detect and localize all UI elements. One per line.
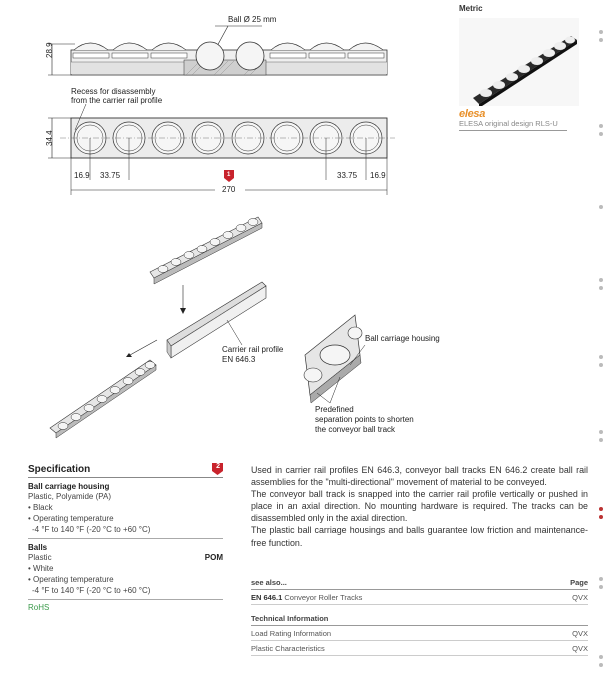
- see-also-page: QVX: [572, 593, 588, 602]
- dim-right-edge: 16.9: [370, 171, 386, 180]
- dim-left-edge: 16.9: [74, 171, 90, 180]
- divider: [28, 538, 223, 539]
- recess-note-line1: Recess for disassembly: [71, 87, 156, 96]
- page-marker-active[interactable]: [599, 507, 603, 511]
- exploded-view-drawing: [30, 200, 290, 440]
- technical-info-heading: Technical Information: [251, 614, 329, 623]
- page-marker-active[interactable]: [599, 515, 603, 519]
- page-column-heading: Page: [570, 578, 588, 587]
- see-also-link[interactable]: [251, 590, 588, 605]
- housing-color: • Black: [28, 503, 53, 512]
- page-marker[interactable]: [599, 655, 603, 659]
- housing-temp-label: • Operating temperature: [28, 514, 114, 523]
- technical-info-label: Plastic Characteristics: [251, 644, 325, 653]
- height-dimension-top: 34.4: [45, 130, 54, 146]
- technical-info-link[interactable]: [251, 626, 588, 641]
- specification-header: [28, 463, 223, 478]
- divider: [28, 599, 223, 600]
- balls-material: Plastic: [28, 553, 52, 562]
- page-marker[interactable]: [599, 438, 603, 442]
- page-marker[interactable]: [599, 132, 603, 136]
- elesa-logo: elesa: [459, 108, 486, 120]
- balls-temp-label: • Operating temperature: [28, 575, 114, 584]
- housing-section-drawing: [295, 305, 375, 405]
- separation-label-line3: the conveyor ball track: [315, 425, 396, 434]
- ball-track-upper: [150, 217, 262, 284]
- separation-label-line2: separation points to shorten: [315, 415, 414, 424]
- balls-heading: Balls: [28, 543, 48, 552]
- technical-info-page: QVX: [572, 644, 588, 653]
- page-marker[interactable]: [599, 38, 603, 42]
- technical-info-link[interactable]: [251, 641, 588, 656]
- divider: [459, 130, 567, 131]
- balls-material-row: [28, 552, 223, 563]
- page-marker[interactable]: [599, 585, 603, 589]
- marker-1-label: 1: [227, 172, 231, 178]
- page-marker[interactable]: [599, 30, 603, 34]
- description-paragraph: Used in carrier rail profiles EN 646.3, conveyor ball tracks EN 646.2 create ball rail assemblies for the "multi-directional" movement of material to be conveyed.: [251, 465, 588, 488]
- see-also-header: [251, 578, 588, 590]
- specification-title: Specification: [28, 464, 91, 475]
- page-marker[interactable]: [599, 278, 603, 282]
- description-paragraph: The conveyor ball track is snapped into the carrier rail profile vertically or pushed in place in an axial direction. No mounting hardware is required. The tracks can be disassembled only in the axial direction.: [251, 489, 588, 524]
- height-dimension-side: 28.9: [45, 42, 54, 58]
- page-marker[interactable]: [599, 205, 603, 209]
- ball: [236, 42, 264, 70]
- technical-info-header: [251, 614, 588, 626]
- carrier-rail-label-line1: Carrier rail profile: [222, 345, 284, 354]
- page-marker[interactable]: [599, 286, 603, 290]
- references-panel: [251, 578, 588, 656]
- balls-material-code: POM: [204, 553, 223, 562]
- product-caption: ELESA original design RLS-U: [459, 119, 558, 128]
- description-paragraph: The plastic ball carriage housings and balls guarantee low friction and maintenance-free function.: [251, 525, 588, 548]
- page-marker[interactable]: [599, 355, 603, 359]
- page-marker[interactable]: [599, 363, 603, 367]
- side-view-drawing: [0, 0, 420, 200]
- rohs-label: RoHS: [28, 603, 50, 612]
- carrier-rail-label-line2: EN 646.3: [222, 355, 256, 364]
- page-edge-markers: [597, 0, 605, 699]
- product-photo: [459, 18, 579, 106]
- see-also-heading: see also...: [251, 578, 287, 587]
- balls-color: • White: [28, 564, 54, 573]
- dim-right-pitch: 33.75: [337, 171, 358, 180]
- specification-panel: [28, 463, 223, 612]
- ball-diameter-label: Ball Ø 25 mm: [228, 15, 277, 24]
- page-marker[interactable]: [599, 430, 603, 434]
- page-marker[interactable]: [599, 663, 603, 667]
- badge-2-label: 2: [216, 463, 220, 470]
- technical-info-label: Load Rating Information: [251, 629, 332, 638]
- housing-label: Ball carriage housing: [365, 334, 440, 343]
- housing-heading: Ball carriage housing: [28, 482, 110, 491]
- housing-temp-value: -4 °F to 140 °F (-20 °C to +60 °C): [32, 525, 151, 534]
- description: [251, 464, 588, 549]
- housing-material: Plastic, Polyamide (PA): [28, 492, 111, 501]
- page-marker[interactable]: [599, 124, 603, 128]
- recess-note-line2: from the carrier rail profile: [71, 96, 163, 105]
- total-length: 270: [222, 185, 236, 194]
- dim-left-pitch: 33.75: [100, 171, 121, 180]
- page-marker[interactable]: [599, 577, 603, 581]
- metric-label: Metric: [459, 4, 483, 13]
- ball: [196, 42, 224, 70]
- balls-temp-value: -4 °F to 140 °F (-20 °C to +60 °C): [32, 586, 151, 595]
- separation-label-line1: Predefined: [315, 405, 354, 414]
- ball-track-lower: [50, 360, 156, 438]
- see-also-code: EN 646.1: [251, 593, 283, 602]
- see-also-label: Conveyor Roller Tracks: [284, 593, 363, 602]
- technical-info-page: QVX: [572, 629, 588, 638]
